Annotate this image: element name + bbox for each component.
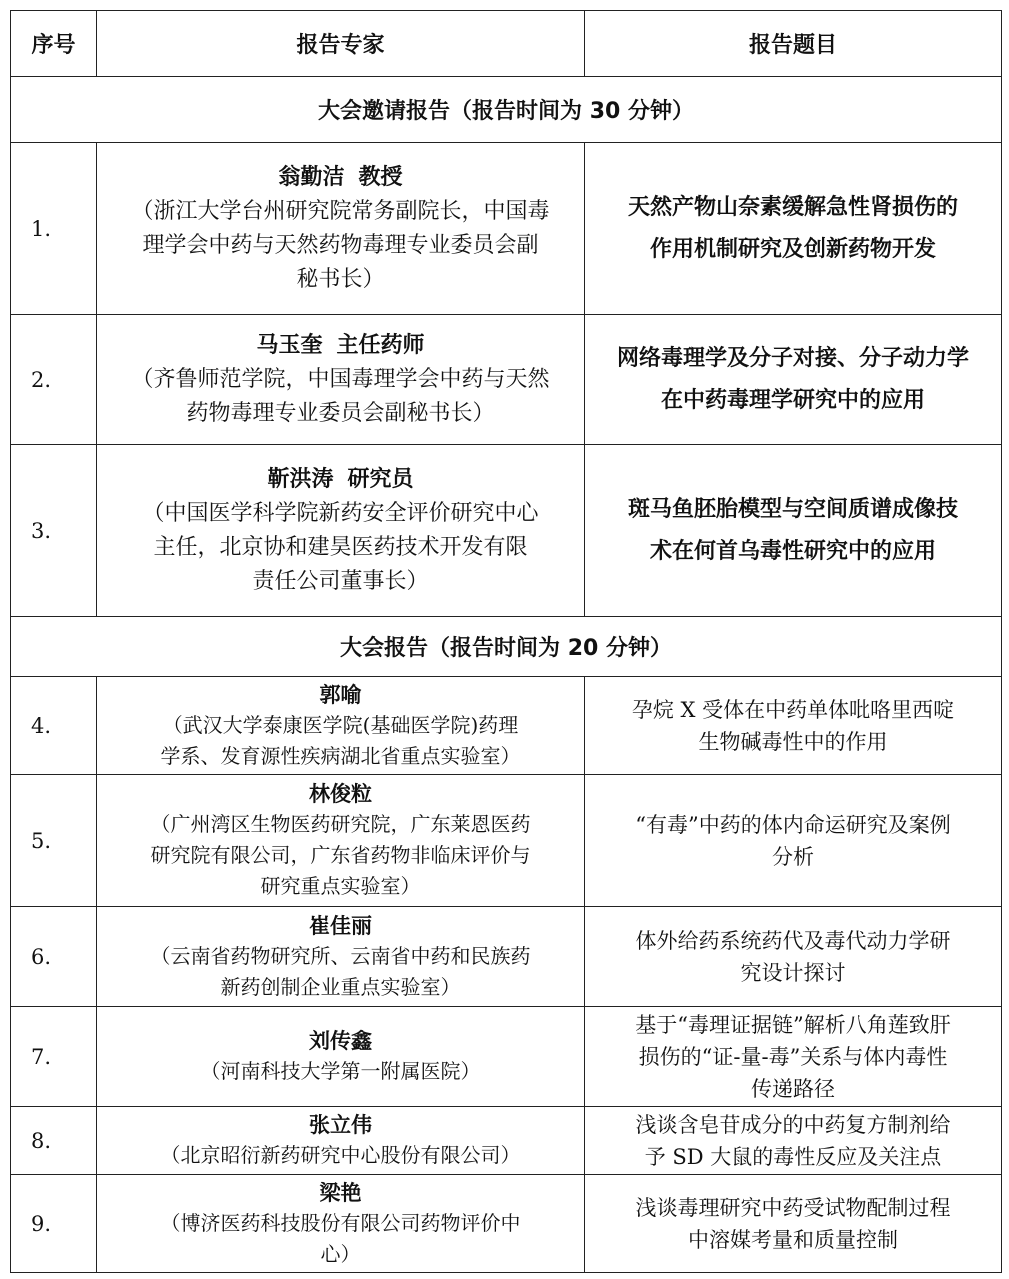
section-invited: 大会邀请报告（报告时间为 30 分钟） bbox=[11, 77, 1002, 143]
expert-affiliation: 药物毒理专业委员会副秘书长） bbox=[186, 400, 495, 426]
row-number: 3. bbox=[11, 445, 97, 617]
expert-name-line bbox=[105, 463, 576, 497]
topic-cell bbox=[585, 445, 1002, 617]
topic-line: 体外给药系统药代及毒代动力学研 bbox=[635, 928, 951, 953]
expert-cell bbox=[97, 775, 585, 907]
topic-line: 基于“毒理证据链”解析八角莲致肝 bbox=[635, 1012, 951, 1037]
topic-cell bbox=[585, 143, 1002, 315]
expert-cell bbox=[97, 907, 585, 1007]
expert-title: 教授 bbox=[358, 164, 403, 190]
expert-name: 翁勤洁 bbox=[278, 164, 345, 190]
expert-affiliation: 责任公司董事长） bbox=[252, 568, 429, 594]
expert-cell bbox=[97, 445, 585, 617]
topic-cell bbox=[585, 1007, 1002, 1107]
topic-line: 中溶媒考量和质量控制 bbox=[688, 1227, 898, 1252]
topic-cell bbox=[585, 907, 1002, 1007]
row-number: 1. bbox=[11, 143, 97, 315]
topic-line: 孕烷 X 受体在中药单体吡咯里西啶 bbox=[631, 697, 955, 722]
expert-name-line bbox=[105, 329, 576, 363]
topic-line: 斑马鱼胚胎模型与空间质谱成像技 bbox=[627, 496, 958, 522]
table-row bbox=[11, 315, 1002, 445]
expert-name: 郭喻 bbox=[319, 682, 362, 707]
table-row bbox=[11, 143, 1002, 315]
expert-affiliation: 研究院有限公司，广东省药物非临床评价与 bbox=[150, 843, 531, 867]
topic-line: “有毒”中药的体内命运研究及案例 bbox=[635, 812, 951, 837]
topic-line: 浅谈毒理研究中药受试物配制过程 bbox=[635, 1195, 951, 1220]
expert-cell bbox=[97, 677, 585, 775]
expert-affiliation: 学系、发育源性疾病湖北省重点实验室） bbox=[160, 743, 521, 768]
expert-name: 马玉奎 bbox=[256, 332, 323, 358]
header-num: 序号 bbox=[11, 11, 97, 77]
topic-line: 究设计探讨 bbox=[740, 960, 846, 985]
expert-affiliation: 研究重点实验室） bbox=[260, 874, 421, 898]
topic-line: 浅谈含皂苷成分的中药复方制剂给 bbox=[635, 1112, 951, 1137]
expert-name: 刘传鑫 bbox=[309, 1029, 372, 1053]
topic-line: 网络毒理学及分子对接、分子动力学 bbox=[616, 345, 969, 371]
header-row bbox=[11, 11, 1002, 77]
expert-name: 崔佳丽 bbox=[309, 913, 372, 938]
expert-affiliation: （中国医学科学院新药安全评价研究中心 bbox=[142, 500, 539, 526]
expert-affiliation: （云南省药物研究所、云南省中药和民族药 bbox=[150, 943, 531, 968]
topic-line: 作用机制研究及创新药物开发 bbox=[649, 236, 936, 262]
expert-title: 主任药师 bbox=[336, 332, 425, 358]
topic-line: 损伤的“证-量-毒”关系与体内毒性 bbox=[638, 1044, 948, 1069]
topic-line: 予 SD 大鼠的毒性反应及关注点 bbox=[644, 1144, 942, 1169]
topic-line: 在中药毒理学研究中的应用 bbox=[660, 387, 925, 413]
header-expert: 报告专家 bbox=[97, 11, 585, 77]
expert-affiliation: （武汉大学泰康医学院(基础医学院)药理 bbox=[162, 712, 519, 737]
expert-affiliation: （博济医药科技股份有限公司药物评价中 bbox=[160, 1210, 521, 1235]
expert-title: 研究员 bbox=[347, 466, 414, 492]
topic-line: 天然产物山奈素缓解急性肾损伤的 bbox=[627, 194, 958, 220]
expert-cell bbox=[97, 315, 585, 445]
table-row bbox=[11, 1175, 1002, 1273]
expert-affiliation: （北京昭衍新药研究中心股份有限公司） bbox=[160, 1143, 521, 1167]
topic-line: 生物碱毒性中的作用 bbox=[698, 729, 888, 754]
topic-line: 术在何首乌毒性研究中的应用 bbox=[649, 538, 936, 564]
schedule-table bbox=[10, 10, 1002, 1273]
row-number: 4. bbox=[11, 677, 97, 775]
row-number: 7. bbox=[11, 1007, 97, 1107]
topic-cell bbox=[585, 775, 1002, 907]
topic-line: 传递路径 bbox=[751, 1076, 835, 1101]
row-number: 9. bbox=[11, 1175, 97, 1273]
row-number: 5. bbox=[11, 775, 97, 907]
topic-cell bbox=[585, 1107, 1002, 1175]
expert-cell bbox=[97, 143, 585, 315]
expert-affiliation: 主任，北京协和建昊医药技术开发有限 bbox=[153, 534, 528, 560]
expert-cell bbox=[97, 1107, 585, 1175]
table-row bbox=[11, 775, 1002, 907]
expert-affiliation: （齐鲁师范学院，中国毒理学会中药与天然 bbox=[131, 366, 550, 392]
expert-affiliation: （浙江大学台州研究院常务副院长，中国毒 bbox=[131, 198, 550, 224]
topic-cell bbox=[585, 677, 1002, 775]
section-regular: 大会报告（报告时间为 20 分钟） bbox=[11, 617, 1002, 677]
expert-cell bbox=[97, 1175, 585, 1273]
expert-affiliation: 秘书长） bbox=[296, 266, 385, 292]
expert-cell bbox=[97, 1007, 585, 1107]
header-topic: 报告题目 bbox=[585, 11, 1002, 77]
section-regular-row bbox=[11, 617, 1002, 677]
row-number: 2. bbox=[11, 315, 97, 445]
expert-affiliation: 理学会中药与天然药物毒理专业委员会副 bbox=[142, 232, 539, 258]
expert-affiliation: （河南科技大学第一附属医院） bbox=[200, 1059, 481, 1083]
topic-line: 分析 bbox=[772, 844, 814, 869]
expert-name: 梁艳 bbox=[319, 1180, 362, 1205]
expert-name: 张立伟 bbox=[309, 1113, 372, 1137]
row-number: 6. bbox=[11, 907, 97, 1007]
expert-name: 靳洪涛 bbox=[267, 466, 334, 492]
expert-affiliation: （广州湾区生物医药研究院，广东莱恩医药 bbox=[150, 812, 531, 836]
table-row bbox=[11, 907, 1002, 1007]
expert-name: 林俊粒 bbox=[309, 782, 372, 806]
table-row bbox=[11, 445, 1002, 617]
table-row bbox=[11, 1107, 1002, 1175]
section-invited-row bbox=[11, 77, 1002, 143]
row-number: 8. bbox=[11, 1107, 97, 1175]
expert-affiliation: 心） bbox=[320, 1241, 361, 1266]
topic-cell bbox=[585, 315, 1002, 445]
table-row bbox=[11, 677, 1002, 775]
expert-name-line bbox=[105, 161, 576, 195]
topic-cell bbox=[585, 1175, 1002, 1273]
expert-affiliation: 新药创制企业重点实验室） bbox=[220, 974, 461, 999]
table-row bbox=[11, 1007, 1002, 1107]
